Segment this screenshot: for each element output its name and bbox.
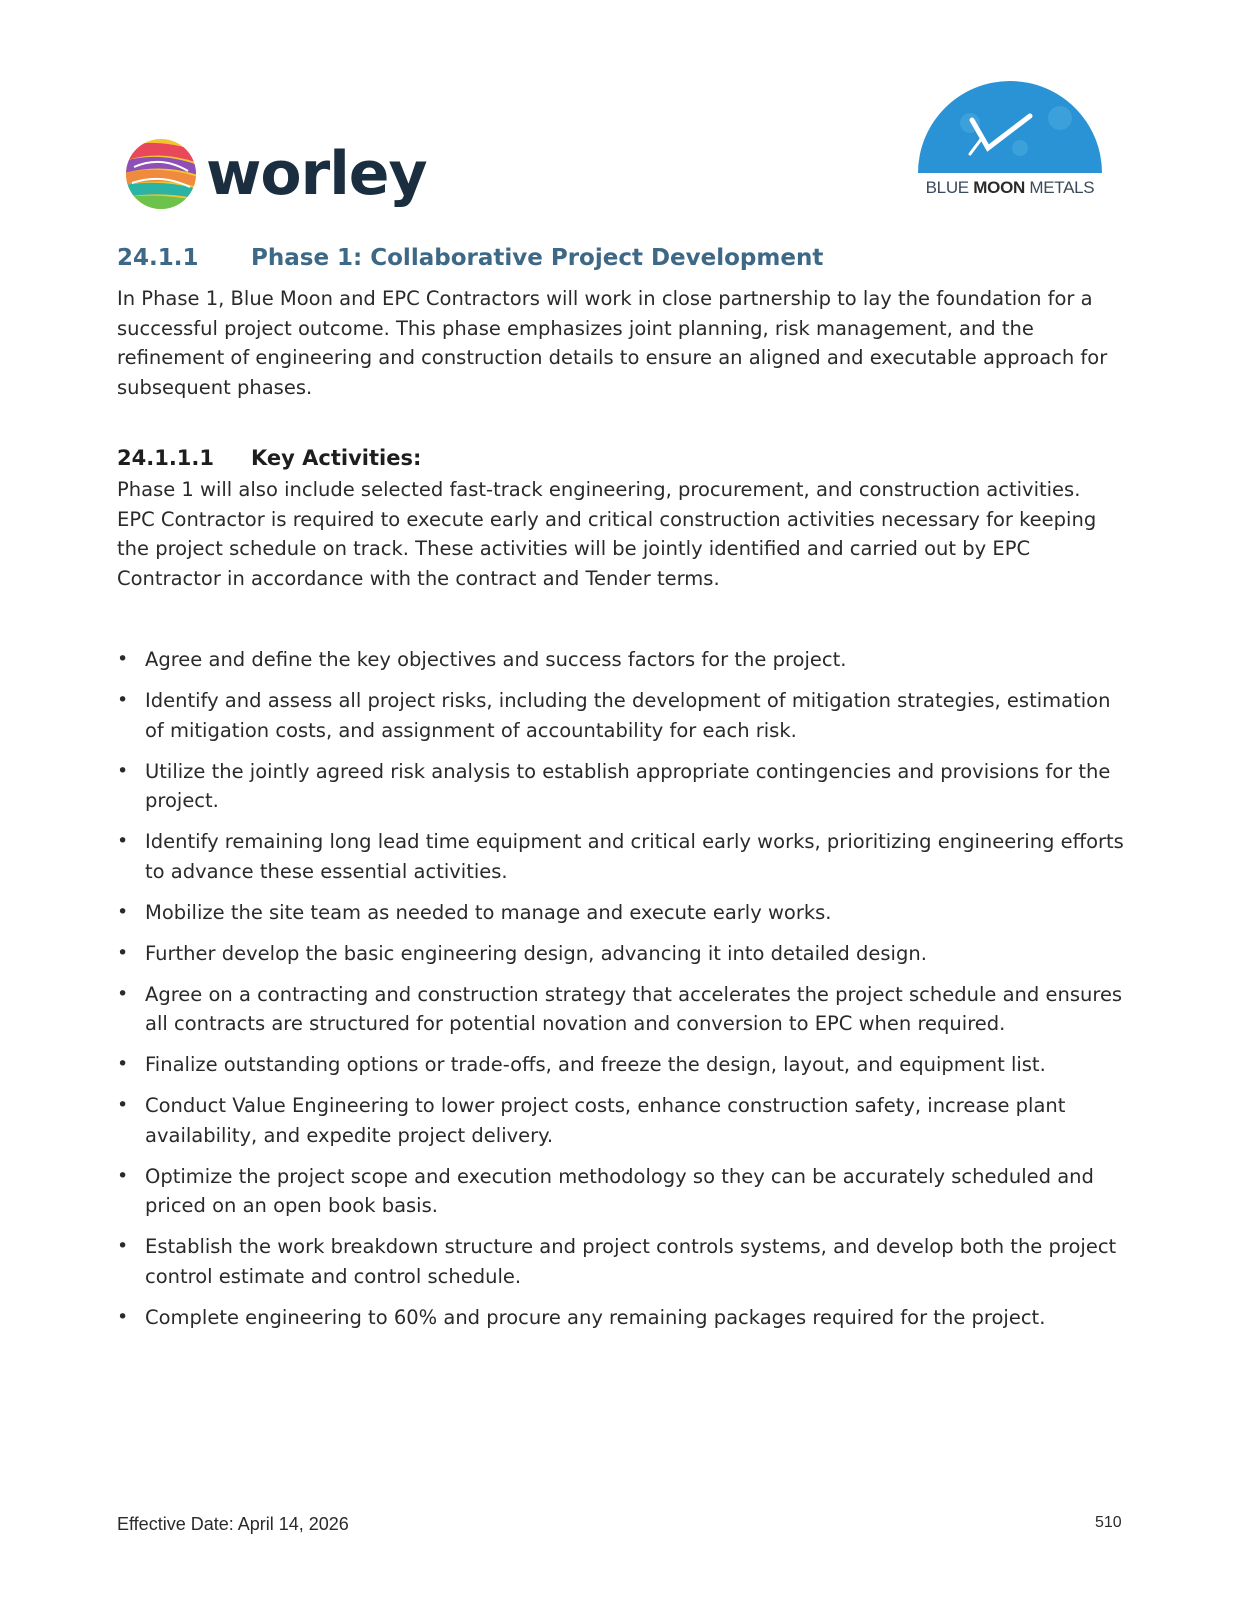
list-item: [117, 980, 1127, 1039]
blue-moon-metals-wordmark: BLUE MOON METALS: [925, 178, 1095, 197]
list-item-text: Mobilize the site team as needed to manage and execute early works.: [145, 900, 832, 924]
bullet-icon: •: [117, 1094, 129, 1116]
subsection-number: 24.1.1.1: [117, 446, 214, 470]
bullet-icon: •: [117, 759, 129, 782]
list-item: [117, 757, 1127, 816]
list-item: [117, 686, 1127, 745]
blue-moon-metals-logo: [910, 78, 1110, 208]
list-item-text: Agree on a contracting and construction strategy that accelerates the project schedule and ensures all contracts are structured for potential novation and conversion to EPC when required.: [145, 982, 1123, 1035]
key-activities-list: [117, 645, 1127, 1344]
list-item-text: Conduct Value Engineering to lower project costs, enhance construction safety, increase plant availability, and expedite project delivery.: [145, 1094, 1066, 1147]
list-item: [117, 1162, 1127, 1221]
bullet-icon: •: [117, 900, 129, 923]
section-title: Phase 1: Collaborative Project Development: [251, 245, 824, 271]
bullet-icon: •: [117, 648, 129, 670]
list-item-text: Optimize the project scope and execution methodology so they can be accurately scheduled and priced on an open book basis.: [145, 1164, 1094, 1217]
effective-date: Effective Date: April 14, 2026: [117, 1514, 349, 1534]
list-item: [117, 1050, 1127, 1080]
list-item: [117, 1232, 1127, 1291]
moon-icon: [910, 78, 1110, 178]
bullet-icon: •: [117, 941, 129, 964]
list-item: [117, 1091, 1127, 1150]
list-item: [117, 645, 1127, 675]
page-number: 510: [1095, 1514, 1122, 1531]
list-item: [117, 898, 1127, 928]
subsection-heading: [117, 446, 421, 470]
list-item-text: Establish the work breakdown structure and project controls systems, and develop both the project control estimate and control schedule.: [145, 1235, 1117, 1288]
list-item-text: Agree and define the key objectives and success factors for the project.: [145, 648, 847, 671]
bullet-icon: •: [117, 1305, 129, 1328]
section-intro-paragraph: In Phase 1, Blue Moon and EPC Contractors will work in close partnership to lay the foundation for a successful project outcome. This phase emphasizes joint planning, risk management, and the refinement of engineering and construction details to ensure an aligned and executable approach for subsequent phases.: [117, 287, 1108, 399]
subsection-intro-paragraph: Phase 1 will also include selected fast-track engineering, procurement, and construction activities. EPC Contractor is required to execute early and critical construction activities necessary for keeping the project schedule on track. These activities will be jointly identified and carried out by EPC Contractor in accordance with the contract and Tender terms.: [117, 478, 1097, 590]
section-heading: [117, 245, 823, 271]
bullet-icon: •: [117, 1164, 129, 1187]
list-item: [117, 827, 1127, 886]
list-item-text: Complete engineering to 60% and procure any remaining packages required for the project.: [145, 1305, 1046, 1329]
bullet-icon: •: [117, 982, 129, 1005]
list-item-text: Identify and assess all project risks, including the development of mitigation strategies, estimation of mitigation costs, and assignment of accountability for each risk.: [145, 689, 1111, 742]
bullet-icon: •: [117, 1235, 129, 1257]
list-item-text: Finalize outstanding options or trade-offs, and freeze the design, layout, and equipment list.: [145, 1053, 1046, 1076]
list-item-text: Identify remaining long lead time equipment and critical early works, prioritizing engineering efforts to advance these essential activities.: [145, 830, 1124, 883]
list-item: [117, 1303, 1127, 1333]
bullet-icon: •: [117, 1053, 129, 1075]
worley-logo: [124, 132, 427, 216]
list-item: [117, 939, 1127, 969]
worley-wordmark: worley: [206, 139, 427, 209]
section-number: 24.1.1: [117, 245, 199, 271]
worley-swirl-icon: [124, 137, 198, 211]
subsection-title: Key Activities:: [251, 446, 422, 470]
list-item-text: Utilize the jointly agreed risk analysis to establish appropriate contingencies and provisions for the project.: [145, 759, 1111, 812]
list-item-text: Further develop the basic engineering design, advancing it into detailed design.: [145, 941, 927, 965]
bullet-icon: •: [117, 830, 129, 852]
bullet-icon: •: [117, 689, 129, 711]
